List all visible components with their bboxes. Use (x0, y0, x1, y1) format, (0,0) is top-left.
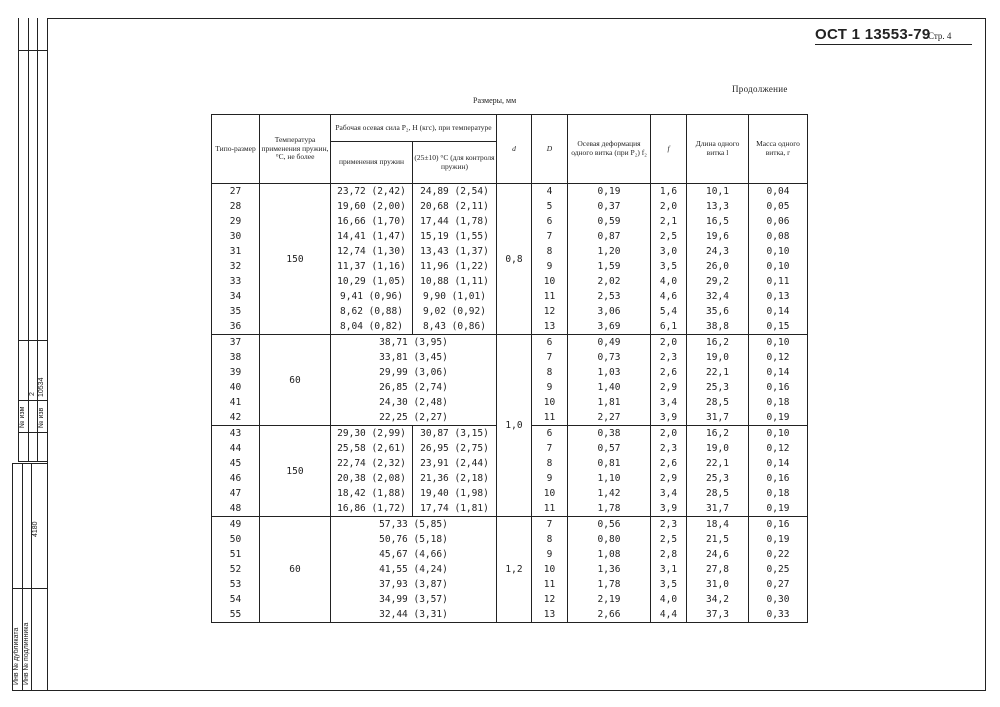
cell-m: 0,22 (749, 547, 808, 562)
cell-type: 33 (212, 274, 260, 289)
cell-D: 11 (532, 501, 568, 517)
cell-type: 35 (212, 304, 260, 319)
cell-l: 22,1 (687, 365, 749, 380)
spring-table (211, 114, 808, 623)
cell-type: 36 (212, 319, 260, 335)
cell-l: 37,3 (687, 607, 749, 623)
cell-l: 28,5 (687, 486, 749, 501)
cell-type: 37 (212, 335, 260, 351)
cell-l: 31,7 (687, 410, 749, 426)
cell-l: 16,2 (687, 426, 749, 442)
cell-temp: 150 (260, 184, 331, 335)
cell-m: 0,12 (749, 441, 808, 456)
cell-force-ctrl: 9,90 (1,01) (413, 289, 497, 304)
cell-D: 6 (532, 214, 568, 229)
cell-f2: 2,53 (568, 289, 651, 304)
cell-force-app: 11,37 (1,16) (331, 259, 413, 274)
col-l: Длина одного витка l (687, 115, 749, 184)
table-row (212, 517, 808, 533)
table-row (212, 335, 808, 351)
cell-f: 6,1 (651, 319, 687, 335)
cell-f: 2,1 (651, 214, 687, 229)
margin-hline (18, 50, 48, 51)
cell-m: 0,14 (749, 365, 808, 380)
cell-m: 0,04 (749, 184, 808, 200)
cell-f2: 1,81 (568, 395, 651, 410)
cell-D: 7 (532, 229, 568, 244)
cell-D: 7 (532, 350, 568, 365)
cell-D: 11 (532, 410, 568, 426)
cell-D: 10 (532, 274, 568, 289)
cell-f: 3,9 (651, 410, 687, 426)
cell-D: 13 (532, 607, 568, 623)
cell-m: 0,19 (749, 410, 808, 426)
cell-type: 48 (212, 501, 260, 517)
cell-D: 7 (532, 441, 568, 456)
cell-l: 16,2 (687, 335, 749, 351)
cell-temp: 60 (260, 517, 331, 623)
cell-m: 0,16 (749, 471, 808, 486)
cell-type: 45 (212, 456, 260, 471)
cell-l: 34,2 (687, 592, 749, 607)
cell-m: 0,27 (749, 577, 808, 592)
header-rule (815, 44, 972, 45)
cell-m: 0,18 (749, 486, 808, 501)
cell-m: 0,06 (749, 214, 808, 229)
cell-force-ctrl: 24,89 (2,54) (413, 184, 497, 200)
col-force-app: применения пружин (331, 142, 413, 184)
cell-l: 19,0 (687, 441, 749, 456)
cell-type: 42 (212, 410, 260, 426)
cell-l: 25,3 (687, 471, 749, 486)
cell-D: 8 (532, 244, 568, 259)
cell-force-app: 29,30 (2,99) (331, 426, 413, 442)
cell-force: 50,76 (5,18) (331, 532, 497, 547)
cell-f2: 2,27 (568, 410, 651, 426)
cell-force-app: 14,41 (1,47) (331, 229, 413, 244)
cell-force-ctrl: 30,87 (3,15) (413, 426, 497, 442)
cell-m: 0,19 (749, 532, 808, 547)
frame-right (985, 18, 986, 691)
cell-force-app: 9,41 (0,96) (331, 289, 413, 304)
frame-left (47, 18, 48, 691)
cell-f2: 1,78 (568, 501, 651, 517)
cell-f: 2,0 (651, 199, 687, 214)
cell-m: 0,13 (749, 289, 808, 304)
cell-f2: 3,06 (568, 304, 651, 319)
cell-f2: 1,42 (568, 486, 651, 501)
cell-type: 46 (212, 471, 260, 486)
cell-m: 0,11 (749, 274, 808, 289)
cell-m: 0,10 (749, 335, 808, 351)
cell-type: 41 (212, 395, 260, 410)
cell-m: 0,30 (749, 592, 808, 607)
cell-l: 24,6 (687, 547, 749, 562)
cell-l: 26,0 (687, 259, 749, 274)
cell-D: 12 (532, 304, 568, 319)
cell-f: 4,0 (651, 592, 687, 607)
cell-f: 4,0 (651, 274, 687, 289)
cell-f: 2,5 (651, 229, 687, 244)
cell-type: 28 (212, 199, 260, 214)
margin-hline (12, 588, 48, 589)
cell-force: 24,30 (2,48) (331, 395, 497, 410)
cell-m: 0,16 (749, 380, 808, 395)
cell-f: 5,4 (651, 304, 687, 319)
dimensions-note: Размеры, мм (473, 96, 517, 105)
margin-lower-mid2 (31, 463, 32, 691)
cell-D: 6 (532, 426, 568, 442)
cell-f: 2,6 (651, 365, 687, 380)
dup-label: Инв № дубликата (13, 627, 20, 685)
cell-D: 5 (532, 199, 568, 214)
cell-D: 10 (532, 395, 568, 410)
cell-D: 7 (532, 517, 568, 533)
cell-type: 55 (212, 607, 260, 623)
col-temp: Температура применения пружин, °C, не более (260, 115, 331, 184)
cell-force-ctrl: 8,43 (0,86) (413, 319, 497, 335)
cell-D: 11 (532, 577, 568, 592)
izm-label: № изм (19, 406, 26, 428)
cell-f: 2,9 (651, 380, 687, 395)
margin-hline (18, 400, 48, 401)
cell-f2: 0,56 (568, 517, 651, 533)
cell-f2: 0,37 (568, 199, 651, 214)
table-row (212, 184, 808, 200)
cell-f2: 1,59 (568, 259, 651, 274)
cell-m: 0,08 (749, 229, 808, 244)
cell-force: 37,93 (3,87) (331, 577, 497, 592)
cell-force-app: 19,60 (2,00) (331, 199, 413, 214)
cell-d: 1,0 (497, 335, 532, 517)
cell-f2: 1,08 (568, 547, 651, 562)
cell-f2: 1,20 (568, 244, 651, 259)
cell-m: 0,14 (749, 304, 808, 319)
cell-force-app: 12,74 (1,30) (331, 244, 413, 259)
cell-type: 52 (212, 562, 260, 577)
cell-D: 8 (532, 456, 568, 471)
document-title: ОСТ 1 13553-79 (815, 26, 931, 43)
cell-l: 38,8 (687, 319, 749, 335)
cell-force-ctrl: 17,44 (1,78) (413, 214, 497, 229)
cell-type: 44 (212, 441, 260, 456)
izv-label: № изв (38, 407, 45, 428)
cell-force-app: 18,42 (1,88) (331, 486, 413, 501)
cell-f: 3,0 (651, 244, 687, 259)
cell-f: 4,4 (651, 607, 687, 623)
cell-d: 1,2 (497, 517, 532, 623)
cell-type: 50 (212, 532, 260, 547)
cell-temp: 60 (260, 335, 331, 426)
cell-f2: 1,40 (568, 380, 651, 395)
col-f: f (651, 115, 687, 184)
cell-f: 2,3 (651, 517, 687, 533)
cell-force-ctrl: 15,19 (1,55) (413, 229, 497, 244)
izv-value: 10534 (38, 377, 45, 397)
cell-type: 34 (212, 289, 260, 304)
cell-force: 26,85 (2,74) (331, 380, 497, 395)
cell-l: 13,3 (687, 199, 749, 214)
cell-force-ctrl: 9,02 (0,92) (413, 304, 497, 319)
cell-f: 3,1 (651, 562, 687, 577)
cell-f: 2,5 (651, 532, 687, 547)
cell-force-app: 22,74 (2,32) (331, 456, 413, 471)
cell-f2: 0,80 (568, 532, 651, 547)
cell-type: 32 (212, 259, 260, 274)
cell-type: 51 (212, 547, 260, 562)
cell-force-ctrl: 13,43 (1,37) (413, 244, 497, 259)
margin-upper-left (18, 18, 19, 461)
cell-force: 57,33 (5,85) (331, 517, 497, 533)
cell-m: 0,25 (749, 562, 808, 577)
cell-f2: 2,66 (568, 607, 651, 623)
cell-f: 3,9 (651, 501, 687, 517)
cell-force-ctrl: 26,95 (2,75) (413, 441, 497, 456)
cell-l: 24,3 (687, 244, 749, 259)
cell-force: 32,44 (3,31) (331, 607, 497, 623)
cell-type: 31 (212, 244, 260, 259)
cell-type: 43 (212, 426, 260, 442)
cell-l: 18,4 (687, 517, 749, 533)
cell-l: 25,3 (687, 380, 749, 395)
cell-d: 0,8 (497, 184, 532, 335)
cell-type: 54 (212, 592, 260, 607)
orig-label: Инв № подлинника (23, 622, 30, 685)
cell-m: 0,10 (749, 259, 808, 274)
cell-l: 16,5 (687, 214, 749, 229)
cell-temp: 150 (260, 426, 331, 517)
cell-force-ctrl: 19,40 (1,98) (413, 486, 497, 501)
cell-D: 6 (532, 335, 568, 351)
cell-D: 13 (532, 319, 568, 335)
cell-D: 8 (532, 365, 568, 380)
cell-D: 10 (532, 562, 568, 577)
cell-m: 0,15 (749, 319, 808, 335)
cell-m: 0,19 (749, 501, 808, 517)
cell-l: 27,8 (687, 562, 749, 577)
izm-value: 2 (29, 392, 36, 396)
cell-l: 31,0 (687, 577, 749, 592)
cell-force-app: 16,86 (1,72) (331, 501, 413, 517)
cell-force: 22,25 (2,27) (331, 410, 497, 426)
cell-force-app: 25,58 (2,61) (331, 441, 413, 456)
col-force-ctrl: (25±10) °C (для контроля пружин) (413, 142, 497, 184)
cell-force-app: 20,38 (2,08) (331, 471, 413, 486)
cell-m: 0,14 (749, 456, 808, 471)
cell-force: 41,55 (4,24) (331, 562, 497, 577)
cell-type: 29 (212, 214, 260, 229)
col-m: Масса одного витка, г (749, 115, 808, 184)
col-f2: Осевая деформация одного витка (при P₂) f₂ (568, 115, 651, 184)
cell-l: 19,6 (687, 229, 749, 244)
cell-l: 21,5 (687, 532, 749, 547)
cell-D: 10 (532, 486, 568, 501)
cell-type: 47 (212, 486, 260, 501)
cell-f: 2,3 (651, 441, 687, 456)
cell-force-ctrl: 21,36 (2,18) (413, 471, 497, 486)
frame-top (47, 18, 986, 19)
cell-force-app: 23,72 (2,42) (331, 184, 413, 200)
margin-hline (18, 340, 48, 341)
cell-m: 0,18 (749, 395, 808, 410)
cell-type: 38 (212, 350, 260, 365)
cell-l: 22,1 (687, 456, 749, 471)
cell-D: 4 (532, 184, 568, 200)
cell-m: 0,12 (749, 350, 808, 365)
margin-hline (12, 463, 48, 464)
cell-force-app: 10,29 (1,05) (331, 274, 413, 289)
continuation-label: Продолжение (732, 84, 788, 94)
cell-l: 32,4 (687, 289, 749, 304)
cell-force-ctrl: 23,91 (2,44) (413, 456, 497, 471)
cell-f2: 0,87 (568, 229, 651, 244)
cell-f: 2,0 (651, 426, 687, 442)
cell-f: 3,5 (651, 577, 687, 592)
cell-f: 3,4 (651, 395, 687, 410)
cell-force: 45,67 (4,66) (331, 547, 497, 562)
cell-force-ctrl: 20,68 (2,11) (413, 199, 497, 214)
cell-m: 0,10 (749, 426, 808, 442)
cell-f: 3,4 (651, 486, 687, 501)
cell-force-ctrl: 11,96 (1,22) (413, 259, 497, 274)
cell-type: 39 (212, 365, 260, 380)
col-type: Типо-размер (212, 115, 260, 184)
cell-force: 34,99 (3,57) (331, 592, 497, 607)
col-d: d (497, 115, 532, 184)
cell-f2: 3,69 (568, 319, 651, 335)
cell-m: 0,10 (749, 244, 808, 259)
cell-f: 2,6 (651, 456, 687, 471)
cell-f: 4,6 (651, 289, 687, 304)
cell-l: 10,1 (687, 184, 749, 200)
cell-D: 9 (532, 471, 568, 486)
cell-f2: 1,78 (568, 577, 651, 592)
cell-f2: 0,19 (568, 184, 651, 200)
cell-f2: 0,59 (568, 214, 651, 229)
cell-f2: 0,57 (568, 441, 651, 456)
page-number: Стр. 4 (928, 31, 952, 41)
frame-bottom (12, 690, 986, 691)
col-D: D (532, 115, 568, 184)
cell-f2: 1,10 (568, 471, 651, 486)
cell-f: 2,9 (651, 471, 687, 486)
cell-D: 8 (532, 532, 568, 547)
cell-l: 31,7 (687, 501, 749, 517)
cell-m: 0,16 (749, 517, 808, 533)
cell-l: 19,0 (687, 350, 749, 365)
stamp-value: 4180 (32, 521, 39, 537)
cell-force: 29,99 (3,06) (331, 365, 497, 380)
cell-force-ctrl: 17,74 (1,81) (413, 501, 497, 517)
cell-l: 35,6 (687, 304, 749, 319)
cell-force-app: 8,62 (0,88) (331, 304, 413, 319)
cell-D: 12 (532, 592, 568, 607)
cell-force-app: 8,04 (0,82) (331, 319, 413, 335)
cell-type: 27 (212, 184, 260, 200)
cell-f2: 0,73 (568, 350, 651, 365)
cell-D: 9 (532, 547, 568, 562)
cell-f2: 2,02 (568, 274, 651, 289)
cell-f2: 0,49 (568, 335, 651, 351)
cell-m: 0,05 (749, 199, 808, 214)
cell-l: 28,5 (687, 395, 749, 410)
cell-type: 40 (212, 380, 260, 395)
cell-D: 11 (532, 289, 568, 304)
cell-f: 3,5 (651, 259, 687, 274)
cell-force: 38,71 (3,95) (331, 335, 497, 351)
cell-f2: 0,38 (568, 426, 651, 442)
cell-f2: 2,19 (568, 592, 651, 607)
cell-f2: 1,36 (568, 562, 651, 577)
cell-f: 2,3 (651, 350, 687, 365)
col-force: Рабочая осевая сила P₂, Н (кгс), при температуре (331, 115, 497, 142)
cell-m: 0,33 (749, 607, 808, 623)
margin-hline (18, 432, 48, 433)
cell-type: 53 (212, 577, 260, 592)
cell-force-app: 16,66 (1,70) (331, 214, 413, 229)
cell-f2: 0,81 (568, 456, 651, 471)
cell-type: 30 (212, 229, 260, 244)
cell-f: 1,6 (651, 184, 687, 200)
cell-f: 2,0 (651, 335, 687, 351)
cell-type: 49 (212, 517, 260, 533)
cell-l: 29,2 (687, 274, 749, 289)
cell-D: 9 (532, 259, 568, 274)
cell-D: 9 (532, 380, 568, 395)
cell-f: 2,8 (651, 547, 687, 562)
cell-force: 33,81 (3,45) (331, 350, 497, 365)
cell-force-ctrl: 10,88 (1,11) (413, 274, 497, 289)
cell-f2: 1,03 (568, 365, 651, 380)
margin-hline (18, 461, 48, 462)
